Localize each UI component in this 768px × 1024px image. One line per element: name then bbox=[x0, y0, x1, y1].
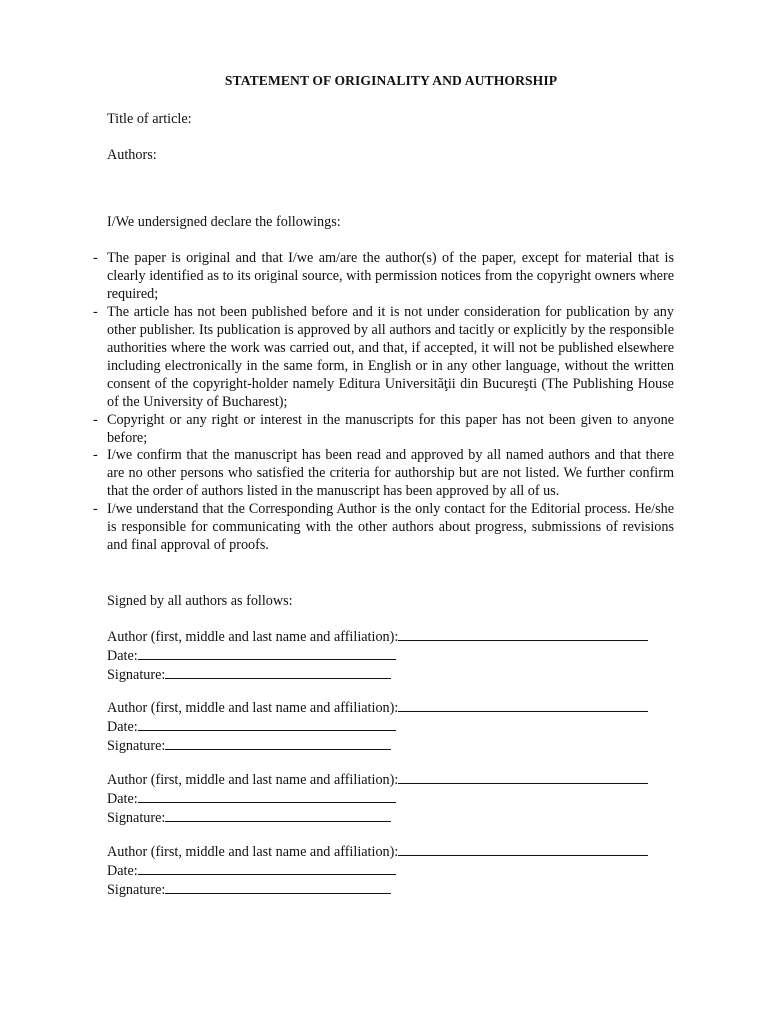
date-field[interactable] bbox=[138, 717, 396, 731]
author-row bbox=[107, 627, 648, 646]
author-name-field[interactable] bbox=[398, 627, 648, 641]
declaration-item bbox=[92, 250, 674, 304]
date-label: Date: bbox=[107, 863, 138, 879]
signature-row bbox=[107, 736, 648, 755]
signature-row bbox=[107, 808, 648, 827]
date-row bbox=[107, 861, 648, 880]
document-title: STATEMENT OF ORIGINALITY AND AUTHORSHIP bbox=[224, 73, 558, 88]
signature-label: Signature: bbox=[107, 810, 166, 826]
declaration-item bbox=[92, 412, 674, 448]
date-label: Date: bbox=[107, 648, 138, 664]
author-label: Author (first, middle and last name and affiliation): bbox=[107, 772, 399, 788]
date-label: Date: bbox=[107, 791, 138, 807]
author-row bbox=[107, 770, 648, 789]
author-signature-block bbox=[107, 770, 648, 827]
signature-label: Signature: bbox=[107, 882, 166, 898]
signature-field[interactable] bbox=[165, 880, 391, 894]
date-row bbox=[107, 789, 648, 808]
declaration-item bbox=[92, 501, 674, 555]
declaration-text: I/we understand that the Corresponding Author is the only contact for the Editorial process. He/she is responsible for communicating with the other authors about progress, submissions of revisions and final approval of proofs. bbox=[107, 501, 674, 554]
author-name-field[interactable] bbox=[398, 842, 648, 856]
signature-row bbox=[107, 665, 648, 684]
signature-field[interactable] bbox=[165, 808, 391, 822]
author-signature-block bbox=[107, 842, 648, 899]
declaration-item bbox=[92, 304, 674, 412]
author-row bbox=[107, 698, 648, 717]
signature-field[interactable] bbox=[165, 736, 391, 750]
bullet-dash: - bbox=[93, 303, 98, 320]
author-label: Author (first, middle and last name and affiliation): bbox=[107, 629, 399, 645]
authors-label: Authors: bbox=[107, 147, 157, 163]
signature-field[interactable] bbox=[165, 665, 391, 679]
author-label: Author (first, middle and last name and affiliation): bbox=[107, 700, 399, 716]
declarations-list bbox=[92, 250, 674, 555]
author-row bbox=[107, 842, 648, 861]
date-field[interactable] bbox=[138, 861, 396, 875]
signature-label: Signature: bbox=[107, 738, 166, 754]
date-field[interactable] bbox=[138, 646, 396, 660]
bullet-dash: - bbox=[93, 447, 98, 464]
author-signature-block bbox=[107, 698, 648, 755]
intro-text: I/We undersigned declare the followings: bbox=[107, 214, 341, 230]
bullet-dash: - bbox=[93, 411, 98, 428]
date-row bbox=[107, 646, 648, 665]
author-signature-block bbox=[107, 627, 648, 684]
signed-by-label: Signed by all authors as follows: bbox=[107, 593, 293, 609]
bullet-dash: - bbox=[93, 250, 98, 266]
declaration-text: Copyright or any right or interest in the manuscripts for this paper has not been given to anyone before; bbox=[107, 411, 674, 446]
bullet-dash: - bbox=[93, 501, 98, 518]
signature-label: Signature: bbox=[107, 667, 166, 683]
author-label: Author (first, middle and last name and affiliation): bbox=[107, 844, 399, 860]
title-of-article-label: Title of article: bbox=[107, 111, 192, 127]
signature-row bbox=[107, 880, 648, 899]
declaration-item bbox=[92, 447, 674, 501]
declaration-text: I/we confirm that the manuscript has been read and approved by all named authors and that there are no other persons who satisfied the criteria for authorship but are not listed. We further confirm that the order of authors listed in the manuscript has been approved by all of us. bbox=[107, 447, 674, 500]
author-name-field[interactable] bbox=[398, 698, 648, 712]
date-row bbox=[107, 717, 648, 736]
date-label: Date: bbox=[107, 719, 138, 735]
date-field[interactable] bbox=[138, 789, 396, 803]
declaration-text: The article has not been published before and it is not under consideration for publication by any other publisher. Its publication is approved by all authors and tacitly or explicitly by the responsible authorities where the work was carried out, and that, if accepted, it will not be published elsewhere including electronically in the same form, in English or in any other language, without the written consent of the copyright-holder namely Editura Universităţii din Bucureşti (The Publishing House of the University of Bucharest); bbox=[107, 303, 674, 410]
author-name-field[interactable] bbox=[398, 770, 648, 784]
declaration-text: The paper is original and that I/we am/are the author(s) of the paper, except for material that is clearly identified as to its original source, with permission notices from the copyright owners where required; bbox=[107, 250, 674, 302]
